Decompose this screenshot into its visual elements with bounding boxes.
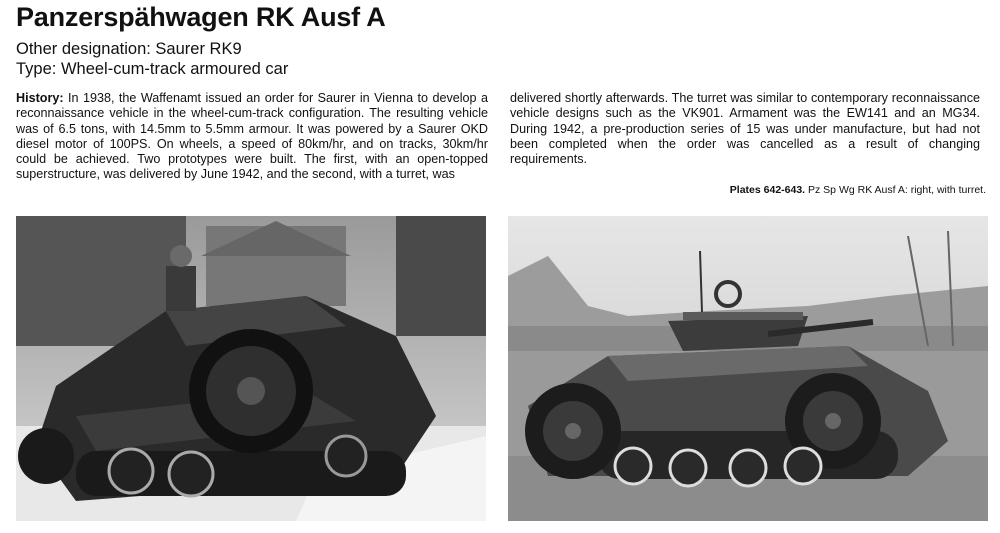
history-label: History: — [16, 91, 64, 105]
history-column-1 — [16, 91, 488, 183]
other-designation: Other designation: Saurer RK9 — [16, 40, 242, 58]
history-column-2 — [510, 91, 980, 167]
history-text-1: In 1938, the Waffenamt issued an order for Saurer in Vienna to develop a reconnaissance vehicle in the wheel-cum-track configuration. The resulting vehicle was of 6.5 tons, with 14.5mm to 5.5mm armour. It was powered by a Saurer OKD diesel motor of 100PS. On wheels, a speed of 80km/hr, and on tracks, 30km/hr could be achieved. Two prototypes were built. The first, with an open-topped superstructure, was delivered by June 1942, and the second, with a turret, was — [16, 91, 488, 182]
photo-open-topped-prototype — [16, 216, 486, 521]
history-text-2: delivered shortly afterwards. The turret was similar to contemporary reconnaissance vehicle designs such as the VK901. Armament was the EW141 and an MG34. During 1942, a pre-production series of 15 was under manufacture, but had not been completed when the order was cancelled as a result of changing requirements. — [510, 91, 980, 167]
plate-caption — [600, 184, 986, 196]
page-title: Panzerspähwagen RK Ausf A — [16, 2, 386, 32]
photo-turreted-prototype — [508, 216, 988, 521]
plate-caption-text: Pz Sp Wg RK Ausf A: right, with turret. — [805, 184, 986, 196]
vehicle-type: Type: Wheel-cum-track armoured car — [16, 60, 289, 78]
plate-number: Plates 642-643. — [729, 184, 806, 196]
